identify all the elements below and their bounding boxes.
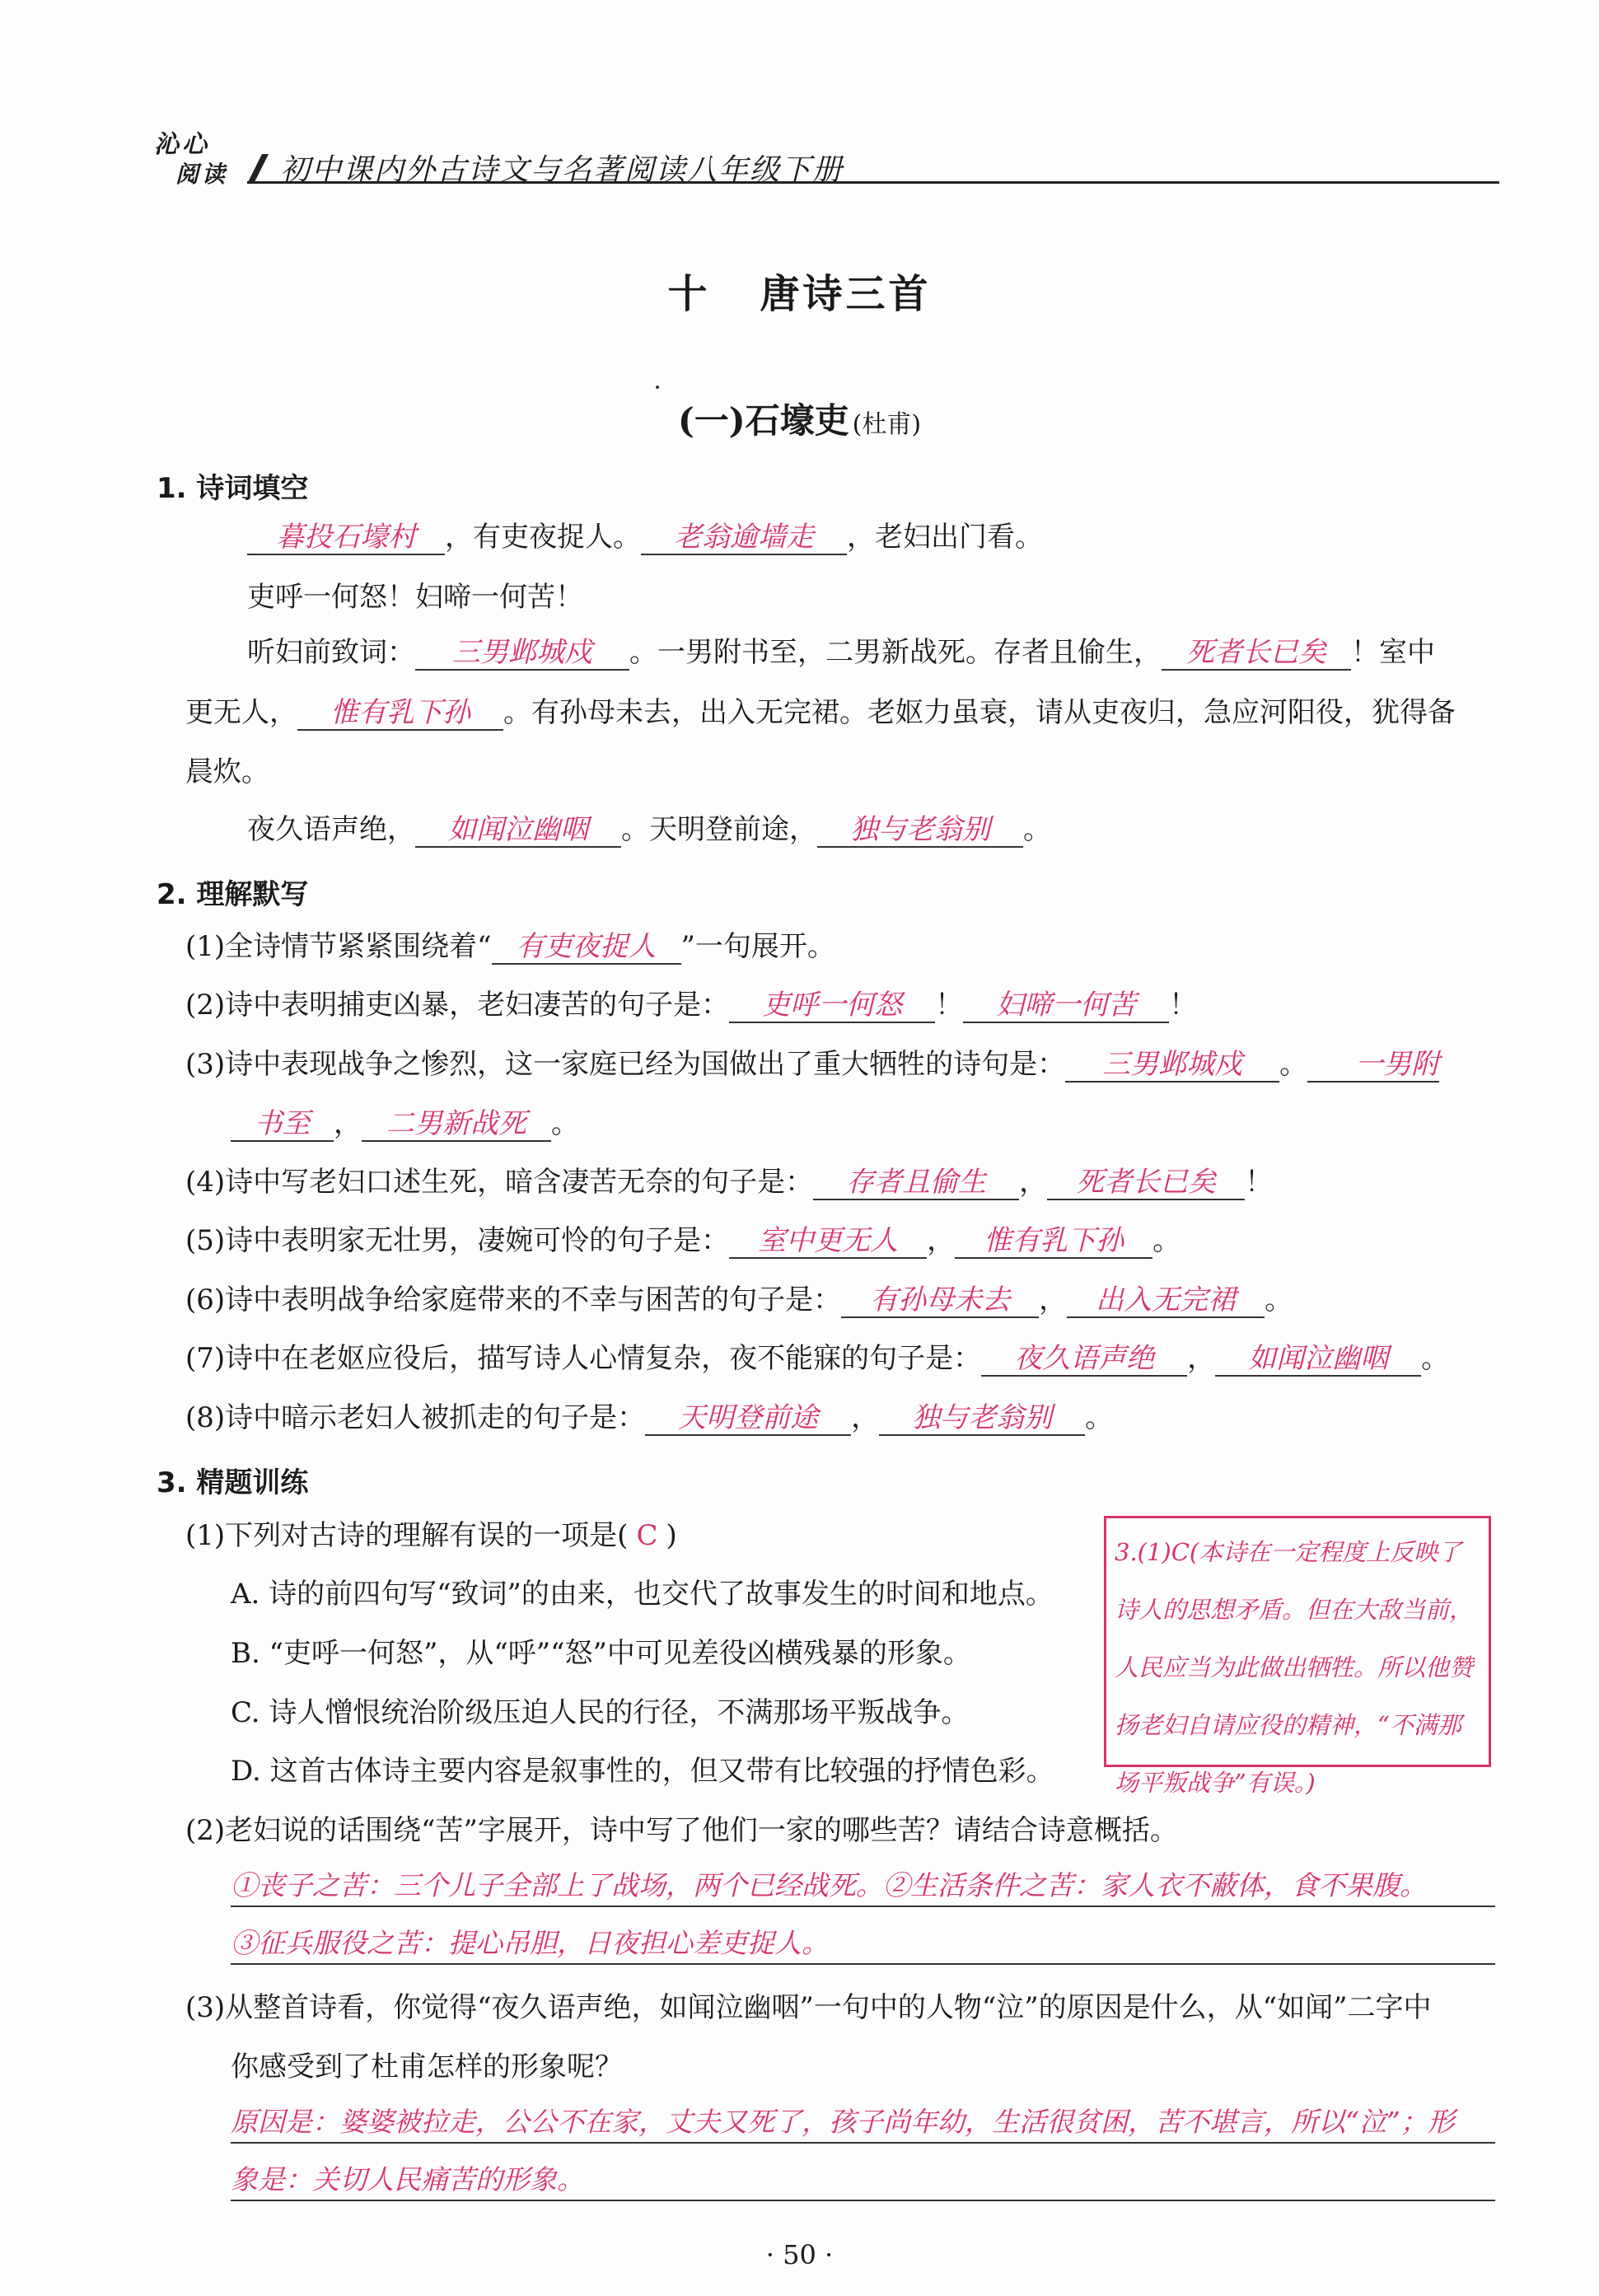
fill-line	[185, 694, 1456, 731]
text: ，	[334, 1107, 362, 1140]
section-heading: 2. 理解默写	[157, 878, 309, 911]
question-line	[185, 1223, 1181, 1259]
answer-blank: 死者长已矣	[1162, 636, 1351, 671]
logo-line1: 沁心	[154, 130, 210, 159]
question-line	[185, 928, 835, 965]
answer-blank: 如闻泣幽咽	[1215, 1342, 1421, 1377]
text: 。	[1279, 1048, 1308, 1081]
answer-blank: 独与老翁别	[879, 1401, 1085, 1436]
answer-blank: 暮投石壕村	[247, 521, 445, 555]
answer-blank: 死者长已矣	[1047, 1166, 1245, 1200]
answer-blank: 天明登前途	[645, 1401, 851, 1436]
choice-answer: C	[636, 1519, 658, 1552]
poem-name: (一)石壕吏	[677, 400, 849, 441]
text-line: 晨炊。	[185, 755, 269, 788]
text: 。	[1421, 1342, 1450, 1375]
text: ！室中	[1351, 636, 1435, 669]
chapter-title	[0, 262, 1599, 319]
answer-line: ③征兵服役之苦：提心吊胆，日夜担心差吏捉人。	[231, 1924, 1495, 1965]
decorative-dot	[656, 386, 659, 389]
question-line	[231, 1106, 579, 1142]
answer-blank: 有孙母未去	[841, 1284, 1039, 1318]
question-line	[185, 1340, 1449, 1377]
text: (7)诗中在老妪应役后，描写诗人心情复杂，夜不能寐的句子是：	[185, 1342, 982, 1375]
answer-blank: 惟有乳下孙	[297, 696, 503, 731]
text: 。有孙母未去，出入无完裙。老妪力虽衰，请从吏夜归，急应河阳役，犹得备	[503, 696, 1456, 729]
answer-blank: 夜久语声绝	[981, 1342, 1187, 1377]
question-line	[185, 1400, 1113, 1436]
text: ”一句展开。	[680, 930, 835, 963]
fill-line	[247, 811, 1051, 848]
text: 。天明登前途，	[621, 813, 817, 846]
text: (6)诗中表明战争给家庭带来的不幸与困苦的句子是：	[185, 1284, 842, 1316]
answer-blank: 惟有乳下孙	[955, 1224, 1152, 1259]
logo-line2: 阅读	[175, 161, 229, 188]
text: ，	[1187, 1342, 1216, 1375]
text: (1)全诗情节紧紧围绕着“	[185, 930, 492, 963]
logo-slash-icon	[239, 152, 272, 185]
answer-blank: 妇啼一何苦	[963, 989, 1169, 1023]
answer-blank: 书至	[231, 1107, 334, 1142]
fill-line	[247, 634, 1435, 671]
section-heading: 1. 诗词填空	[157, 472, 309, 505]
question-line	[185, 1517, 677, 1554]
answer-blank: 存者且偷生	[813, 1166, 1019, 1200]
text: (3)诗中表现战争之惨烈，这一家庭已经为国做出了重大牺牲的诗句是：	[185, 1048, 1066, 1081]
text: 。	[1152, 1224, 1181, 1257]
answer-note-box: 3.(1)C(本诗在一定程度上反映了诗人的思想矛盾。但在大敌当前，人民应当为此做出牺牲。所以他赞扬老妇自请应役的精神，“不满那场平叛战争”有误。)	[1104, 1516, 1491, 1767]
answer-blank: 一男附	[1307, 1048, 1439, 1083]
text: (8)诗中暗示老妇人被抓走的句子是：	[185, 1401, 646, 1434]
text: )	[666, 1519, 677, 1552]
question-line	[185, 1282, 1293, 1318]
text: ，	[1039, 1284, 1068, 1316]
answer-blank: 出入无完裙	[1067, 1284, 1265, 1318]
text: 。	[551, 1107, 579, 1140]
question-line: 你感受到了杜甫怎样的形象呢？	[231, 2051, 623, 2083]
answer-blank: 吏呼一何怒	[729, 989, 935, 1023]
option-c: C. 诗人憎恨统治阶级压迫人民的行径，不满那场平叛战争。	[231, 1696, 970, 1729]
text-line: 吏呼一何怒！妇啼一何苦！	[247, 581, 583, 614]
question-line	[185, 1046, 1439, 1083]
answer-blank: 有吏夜捉人	[492, 930, 681, 965]
question-line	[185, 1164, 1273, 1200]
text: 更无人，	[185, 696, 297, 729]
text: 。	[1023, 813, 1051, 846]
text: ！	[1169, 989, 1198, 1022]
chapter-name: 唐诗三首	[760, 271, 932, 317]
question-line: (3)从整首诗看，你觉得“夜久语声绝，如闻泣幽咽”一句中的人物“泣”的原因是什么，从“如闻”二字中	[185, 1991, 1432, 2024]
question-line: (2)老妇说的话围绕“苦”字展开，诗中写了他们一家的哪些苦？请结合诗意概括。	[185, 1814, 1178, 1847]
text: ，	[851, 1401, 880, 1434]
option-d: D. 这首古体诗主要内容是叙事性的，但又带有比较强的抒情色彩。	[231, 1755, 1054, 1788]
text: (2)诗中表明捕吏凶暴，老妇凄苦的句子是：	[185, 989, 730, 1022]
answer-line: 象是：关切人民痛苦的形象。	[231, 2160, 1495, 2201]
answer-blank: 三男邺城戍	[415, 636, 629, 671]
text: (4)诗中写老妇口述生死，暗含凄苦无奈的句子是：	[185, 1166, 814, 1199]
answer-blank: 如闻泣幽咽	[415, 813, 621, 848]
answer-blank: 二男新战死	[362, 1107, 551, 1142]
text: 。	[1265, 1284, 1293, 1316]
page-number: · 50 ·	[765, 2239, 834, 2270]
answer-line: ①丧子之苦：三个儿子全部上了战场，两个已经战死。②生活条件之苦：家人衣不蔽体，食不果腹。	[231, 1866, 1495, 1907]
option-b: B. “吏呼一何怒”，从“呼”“怒”中可见差役凶横残暴的形象。	[231, 1637, 971, 1670]
text: 。一男附书至，二男新战死。存者且偷生，	[629, 636, 1162, 669]
answer-blank: 三男邺城戍	[1065, 1048, 1279, 1083]
text: ，有吏夜捉人。	[445, 521, 641, 554]
text: (1)下列对古诗的理解有误的一项是(	[185, 1519, 629, 1552]
text: 。	[1085, 1401, 1114, 1434]
answer-blank: 室中更无人	[729, 1224, 927, 1259]
answer-blank: 独与老翁别	[817, 813, 1023, 848]
book-title: 初中课内外古诗文与名著阅读八年级下册	[280, 153, 844, 187]
poem-author: (杜甫)	[852, 410, 922, 439]
text: ，	[927, 1224, 956, 1257]
header-rule	[247, 181, 1499, 184]
text: ！	[935, 989, 964, 1022]
text: ，	[1019, 1166, 1048, 1199]
answer-blank: 老翁逾墙走	[641, 521, 847, 555]
text: 夜久语声绝，	[247, 813, 415, 846]
poem-title	[0, 394, 1599, 443]
text: ！	[1245, 1166, 1274, 1199]
text: ，老妇出门看。	[847, 521, 1043, 554]
fill-line	[247, 519, 1043, 555]
question-line	[185, 987, 1197, 1023]
chapter-number: 十	[667, 271, 711, 317]
text: 听妇前致词：	[247, 636, 415, 669]
option-a: A. 诗的前四句写“致词”的由来，也交代了故事发生的时间和地点。	[231, 1578, 1054, 1611]
text: (5)诗中表明家无壮男，凄婉可怜的句子是：	[185, 1224, 730, 1257]
section-heading: 3. 精题训练	[157, 1466, 309, 1499]
answer-line: 原因是：婆婆被拉走，公公不在家，丈夫又死了，孩子尚年幼，生活很贫困，苦不堪言，所以“泣”；形	[231, 2102, 1495, 2144]
